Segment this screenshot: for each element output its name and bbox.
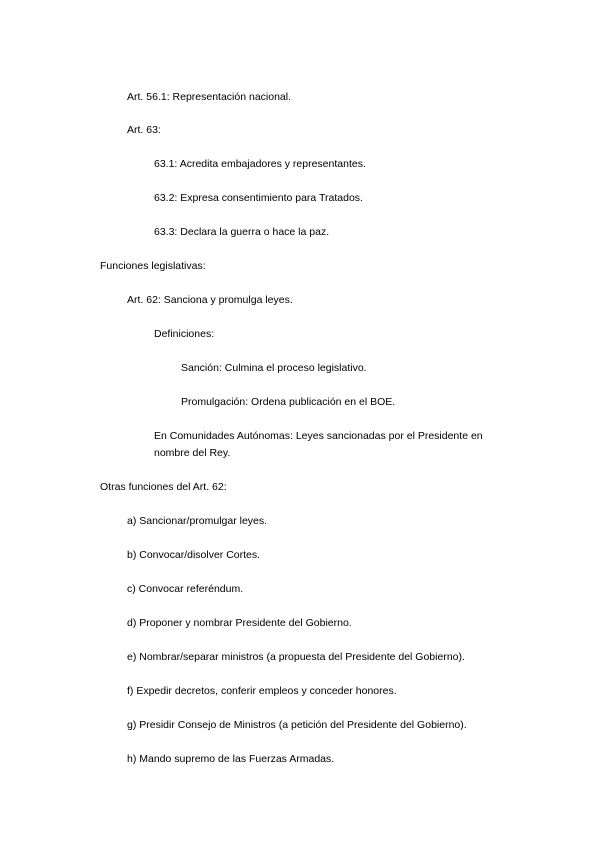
text-line: 63.3: Declara la guerra o hace la paz. [154,226,330,238]
list-item: f) Expedir decretos, conferir empleos y conceder honores. [127,685,397,697]
list-item: h) Mando supremo de las Fuerzas Armadas. [127,753,335,765]
text-line: Art. 56.1: Representación nacional. [127,91,292,103]
list-item: c) Convocar referéndum. [127,583,244,595]
text-line: 63.1: Acredita embajadores y representantes. [154,158,366,170]
list-item: e) Nombrar/separar ministros (a propuesta del Presidente del Gobierno). [127,651,465,663]
text-line: Sanción: Culmina el proceso legislativo. [181,362,367,374]
list-item: b) Convocar/disolver Cortes. [127,549,261,561]
text-line: 63.2: Expresa consentimiento para Tratados. [154,192,363,204]
section-heading: Otras funciones del Art. 62: [100,481,227,493]
list-item: g) Presidir Consejo de Ministros (a petición del Presidente del Gobierno). [127,719,467,731]
text-line: Definiciones: [154,328,215,340]
text-line: Art. 63: [127,124,161,136]
list-item: a) Sancionar/promulgar leyes. [127,515,268,527]
section-heading: Funciones legislativas: [100,260,206,272]
text-line: Promulgación: Ordena publicación en el BOE. [181,396,396,408]
text-line: Art. 62: Sanciona y promulga leyes. [127,294,293,306]
text-paragraph: En Comunidades Autónomas: Leyes sancionadas por el Presidente en nombre del Rey. [154,430,483,459]
list-item: d) Proponer y nombrar Presidente del Gobierno. [127,617,352,629]
